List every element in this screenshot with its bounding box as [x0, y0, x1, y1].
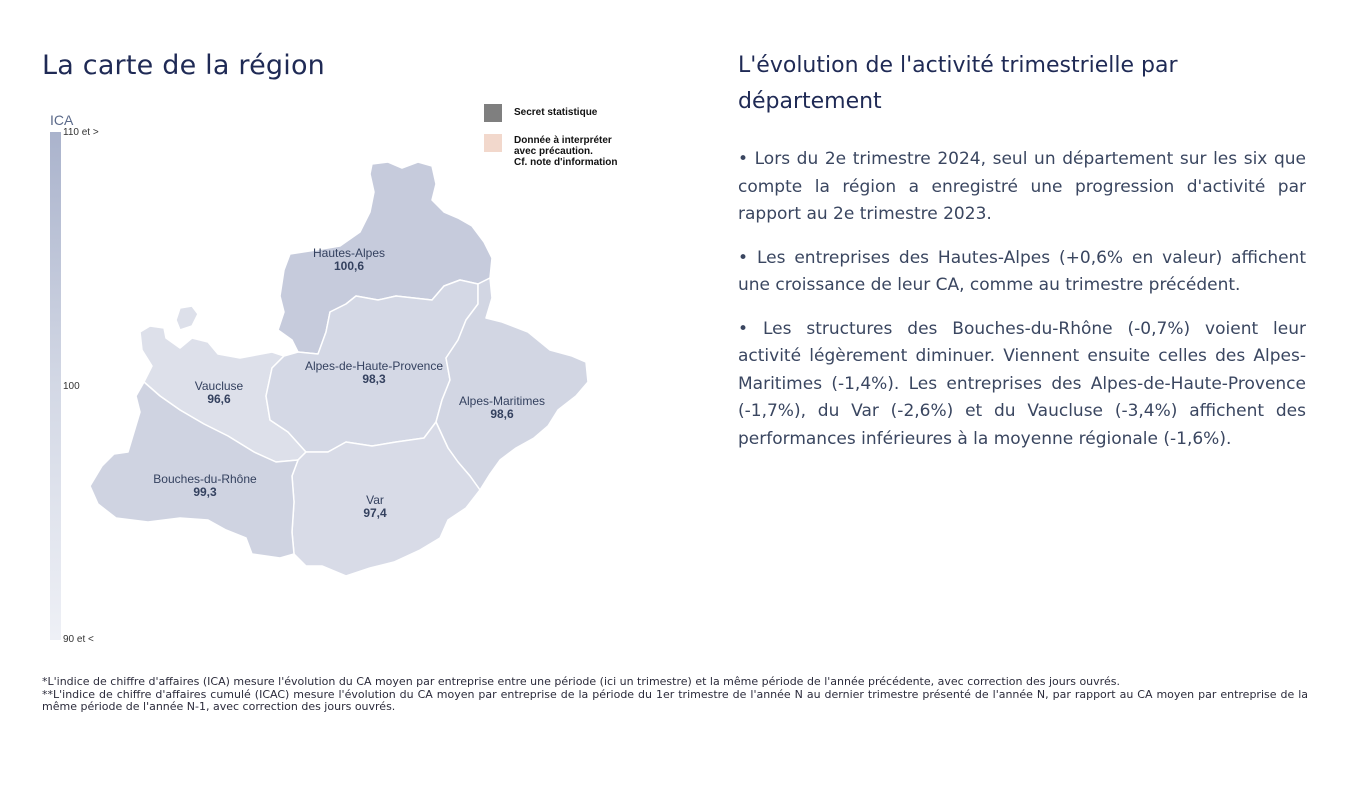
- legend-precaution-line-2: avec précaution.: [514, 146, 593, 157]
- scale-max-label: 110 et >: [63, 127, 99, 138]
- scale-label: ICA: [50, 112, 74, 128]
- scale-mid-label: 100: [63, 381, 80, 392]
- department-value: 99,3: [193, 485, 217, 499]
- department-label-alpes-de-haute-provence: [305, 360, 443, 386]
- region-map: [40, 100, 660, 660]
- footnote-ica: *L'indice de chiffre d'affaires (ICA) mesure l'évolution du CA moyen par entreprise entre une période (ici un trimestre) et la même période de l'année précédente, avec correction des jours ouvrés.: [42, 675, 1120, 688]
- department-value: 100,6: [333, 259, 365, 273]
- legend-precaution-line-3: Cf. note d'information: [514, 157, 618, 168]
- footnote-icac: **L'indice de chiffre d'affaires cumulé (ICAC) mesure l'évolution du CA moyen par entreprise de la période du 1er trimestre de l'année N au dernier trimestre présenté de l'année N, par rapport au CA moyen par entreprise de la même période de l'année N-1, avec correction des jours ouvrés.: [42, 687, 1308, 713]
- department-label-var: [363, 494, 386, 520]
- department-label-alpes-maritimes: [459, 395, 545, 421]
- legend-label-secret: Secret statistique: [514, 107, 598, 118]
- department-label-hautes-alpes: [313, 247, 385, 273]
- department-name: Alpes-Maritimes: [458, 394, 546, 408]
- department-name: Vaucluse: [194, 379, 244, 393]
- department-label-vaucluse: [195, 380, 243, 406]
- department-value: 98,6: [490, 407, 514, 421]
- analysis-section: [738, 48, 1306, 469]
- analysis-paragraph-1: • Lors du 2e trimestre 2024, seul un département sur les six que compte la région a enregistré une progression d'activité par rapport au 2e trimestre 2023.: [738, 149, 1306, 224]
- department-name: Var: [366, 493, 384, 507]
- legend-precaution-line-1: Donnée à interpréter: [514, 135, 612, 146]
- department-name: Bouches-du-Rhône: [153, 472, 257, 486]
- department-value: 96,6: [207, 392, 231, 406]
- scale-min-label: 90 et <: [63, 634, 94, 645]
- analysis-paragraph-2: • Les entreprises des Hautes-Alpes (+0,6% en valeur) affichent une croissance de leur CA, comme au trimestre précédent.: [738, 247, 1306, 295]
- department-value: 98,3: [362, 372, 386, 386]
- department-label-bouches-du-rhone: [153, 473, 256, 499]
- department-name: Hautes-Alpes: [312, 246, 386, 260]
- analysis-paragraph-3: • Les structures des Bouches-du-Rhône (-0,7%) voient leur activité légèrement diminuer. Viennent ensuite celles des Alpes-Maritimes (-1,4%). Les entreprises des Alpes-de-Haute-Provence (-1,7%), du Var (-2,6%) et du Vaucluse (-3,4%) affichent des performances inférieures à la moyenne régionale (-1,6%).: [738, 318, 1306, 449]
- department-value: 97,4: [363, 506, 387, 520]
- department-enclave-vaucluse: [176, 306, 198, 330]
- analysis-title: L'évolution de l'activité trimestrielle par département: [738, 53, 1178, 114]
- footnotes: [42, 676, 1308, 714]
- map-title: La carte de la région: [42, 50, 325, 81]
- department-name: Alpes-de-Haute-Provence: [304, 359, 444, 373]
